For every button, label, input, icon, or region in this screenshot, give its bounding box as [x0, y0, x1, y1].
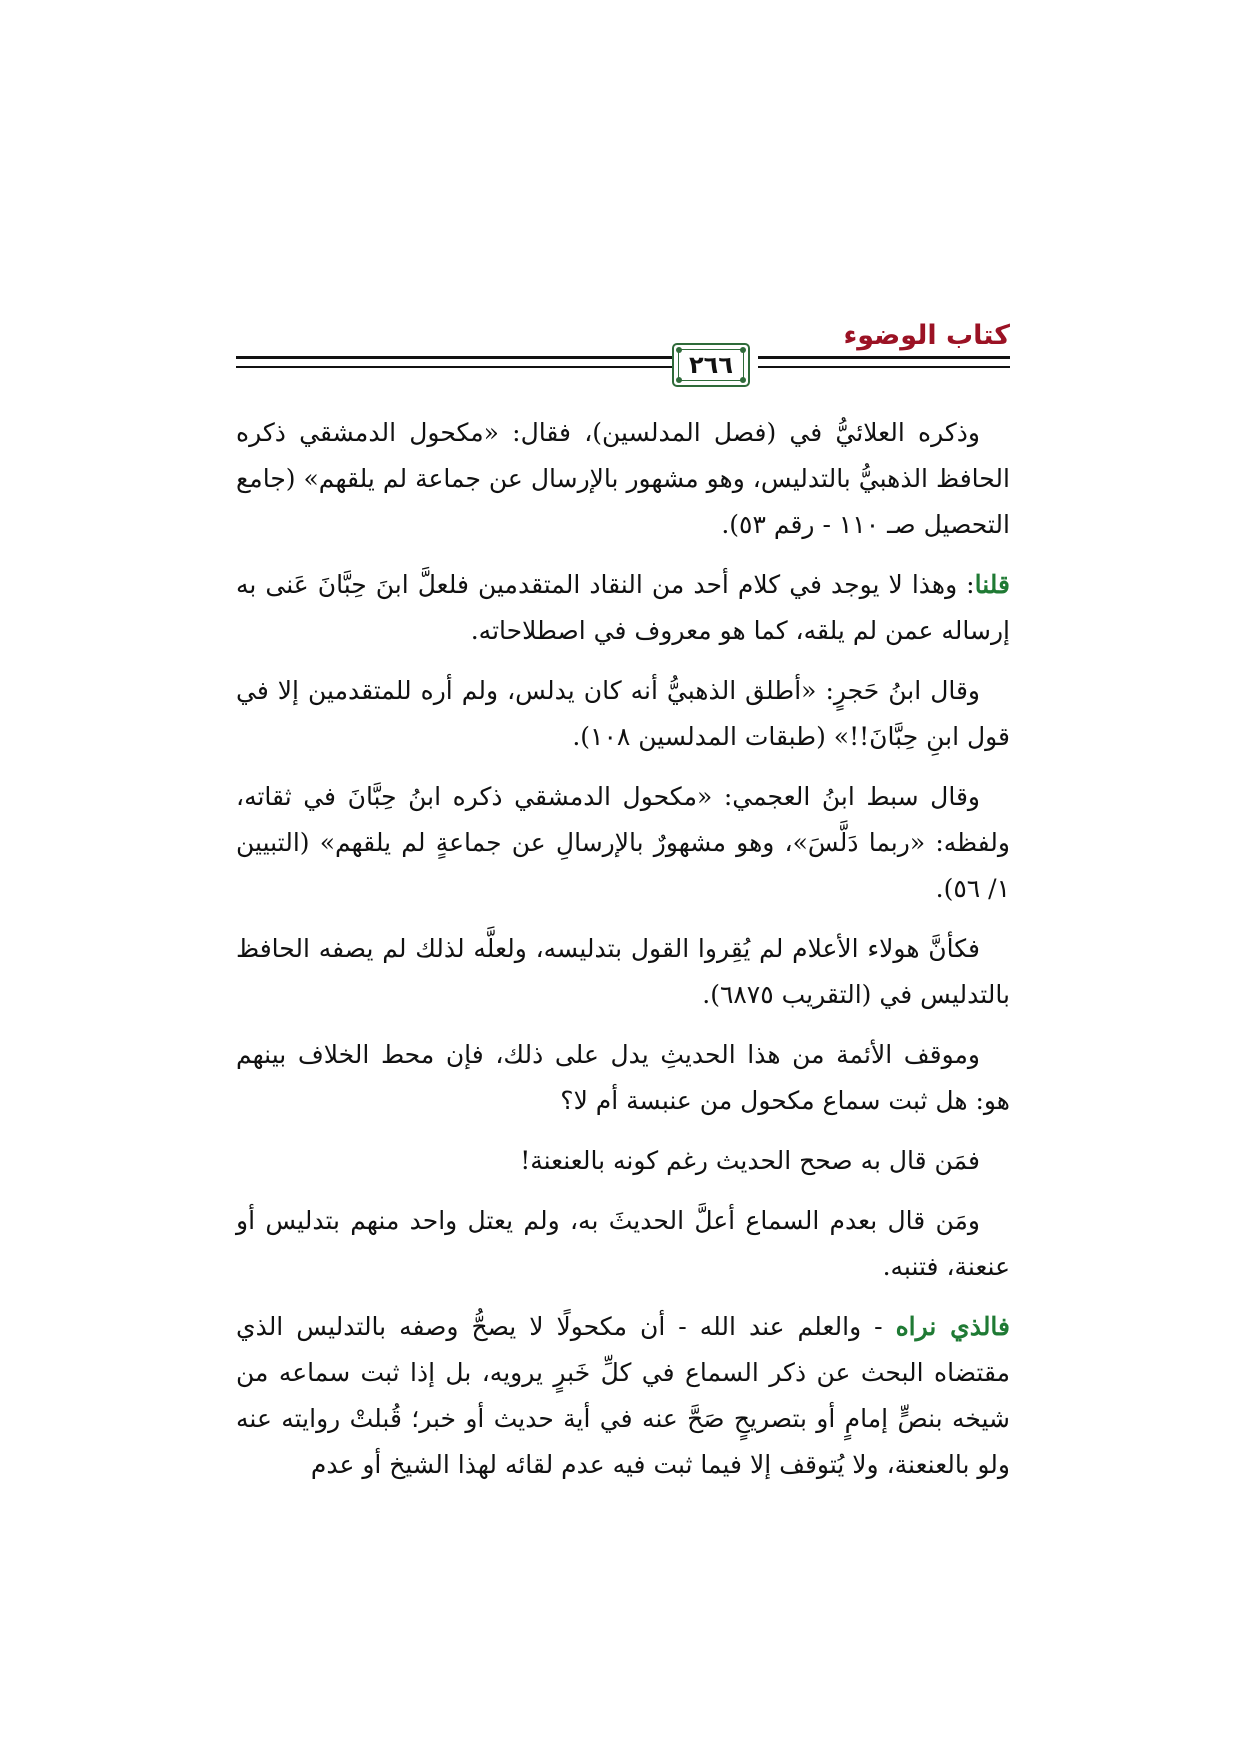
header-rule-left-bottom	[758, 366, 1010, 368]
header-rule-top	[236, 356, 672, 359]
paragraph-text: وقال ابنُ حَجرٍ: «أطلق الذهبيُّ أنه كان يدلس، ولم أره للمتقدمين إلا في قول ابنِ حِبَّانَ!!» (طبقات المدلسين ١٠٨).	[236, 676, 1010, 751]
paragraph	[236, 410, 1010, 548]
paragraph	[236, 1138, 1010, 1184]
paragraph-text: ومَن قال بعدم السماع أعلَّ الحديثَ به، ولم يعتل واحد منهم بتدليس أو عنعنة، فتنبه.	[236, 1206, 1010, 1281]
paragraph	[236, 774, 1010, 912]
paragraph-lead: قلنا	[974, 570, 1010, 599]
page-body	[236, 410, 1010, 1502]
paragraph	[236, 668, 1010, 760]
paragraph-lead: فالذي نراه	[895, 1312, 1010, 1341]
header-rule-bottom	[236, 366, 672, 368]
paragraph-text: فمَن قال به صحح الحديث رغم كونه بالعنعنة!	[520, 1146, 980, 1175]
paragraph	[236, 562, 1010, 654]
paragraph	[236, 1032, 1010, 1124]
paragraph-text: وقال سبط ابنُ العجمي: «مكحول الدمشقي ذكره ابنُ حِبَّانَ في ثقاته، ولفظه: «ربما دَلَّسَ»، وهو مشهورٌ بالإرسالِ عن جماعةٍ لم يلقهم» (التبيين ١/ ٥٦).	[236, 782, 1010, 903]
book-title: كتاب الوضوء	[843, 320, 1010, 351]
header-rule-left-top	[758, 356, 1010, 359]
paragraph	[236, 1198, 1010, 1290]
paragraph-text: وموقف الأئمة من هذا الحديثِ يدل على ذلك، فإن محط الخلاف بينهم هو: هل ثبت سماع مكحول من عنبسة أم لا؟	[236, 1040, 1010, 1115]
paragraph-text: فكأنَّ هولاء الأعلام لم يُقِروا القول بتدليسه، ولعلَّه لذلك لم يصفه الحافظ بالتدليس في (التقريب ٦٨٧٥).	[236, 934, 1010, 1009]
paragraph	[236, 926, 1010, 1018]
paragraph-text: : وهذا لا يوجد في كلام أحد من النقاد المتقدمين فلعلَّ ابنَ حِبَّانَ عَنى به إرساله عمن لم يلقه، كما هو معروف في اصطلاحاته.	[236, 570, 1010, 645]
page-number-badge	[672, 343, 750, 387]
paragraph-text: - والعلم عند الله - أن مكحولًا لا يصحُّ وصفه بالتدليس الذي مقتضاه البحث عن ذكر السماع في كلِّ خَبرٍ يرويه، بل إذا ثبت سماعه من شيخه بنصٍّ إمامٍ أو بتصريحٍ صَحَّ عنه في أية حديث أو خبر؛ قُبلتْ روايته عنه ولو بالعنعنة، ولا يُتوقف إلا فيما ثبت فيه عدم لقائه لهذا الشيخ أو عدم	[236, 1312, 1010, 1479]
paragraph-text: وذكره العلائيُّ في (فصل المدلسين)، فقال: «مكحول الدمشقي ذكره الحافظ الذهبيُّ بالتدليس، وهو مشهور بالإرسال عن جماعة لم يلقهم» (جامع التحصيل صـ ١١٠ - رقم ٥٣).	[236, 418, 1010, 539]
page-number: ٢٦٦	[678, 349, 744, 381]
paragraph	[236, 1304, 1010, 1488]
